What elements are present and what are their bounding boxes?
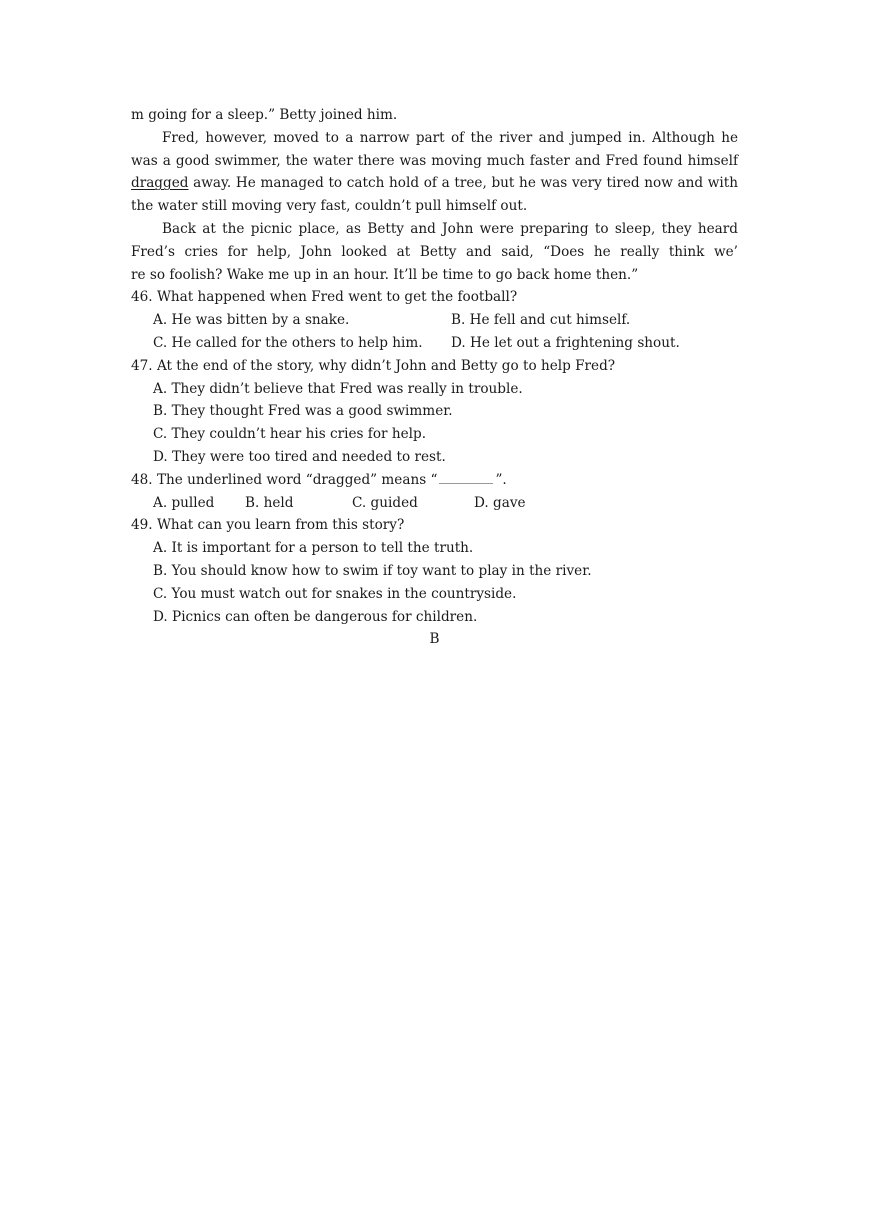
underlined-word: dragged: [131, 175, 189, 192]
option-a: A. pulled: [153, 494, 215, 511]
option-a: A. They didn’t believe that Fred was really in trouble.: [153, 380, 523, 397]
passage-line: was a good swimmer, the water there was moving much faster and Fred found himself: [131, 152, 738, 169]
question-text: ”.: [495, 471, 507, 488]
option-b: B. You should know how to swim if toy want to play in the river.: [153, 562, 592, 579]
question-stem: [131, 469, 738, 492]
option-c: C. You must watch out for snakes in the countryside.: [153, 585, 517, 602]
option-d: D. He let out a frightening shout.: [451, 334, 680, 351]
passage-line: [131, 172, 738, 195]
option-d: D. Picnics can often be dangerous for children.: [153, 608, 478, 625]
question-stem: 47. At the end of the story, why didn’t John and Betty go to help Fred?: [131, 357, 616, 374]
option-b: B. held: [245, 494, 294, 511]
option-a: A. It is important for a person to tell the truth.: [153, 540, 474, 557]
passage-line: Fred, however, moved to a narrow part of the river and jumped in. Although he: [162, 129, 738, 146]
options-row: [131, 492, 738, 515]
option-c: C. guided: [352, 494, 418, 511]
question-stem: 46. What happened when Fred went to get the football?: [131, 289, 518, 306]
option-c: C. They couldn’t hear his cries for help.: [153, 426, 427, 443]
options-row: [131, 309, 738, 332]
answer-blank: [439, 471, 493, 484]
passage-text: away. He managed to catch hold of a tree, but he was very tired now and with: [188, 175, 738, 192]
options-row: [131, 332, 738, 355]
document-page: [131, 104, 738, 651]
option-b: B. He fell and cut himself.: [451, 312, 631, 329]
option-c: C. He called for the others to help him.: [153, 334, 423, 351]
option-d: D. They were too tired and needed to rest.: [153, 448, 446, 465]
option-b: B. They thought Fred was a good swimmer.: [153, 403, 453, 420]
option-d: D. gave: [474, 494, 526, 511]
passage-line: Fred’s cries for help, John looked at Betty and said, “Does he really think we’: [131, 243, 738, 260]
passage-line: the water still moving very fast, couldn’t pull himself out.: [131, 198, 528, 215]
passage-line: Back at the picnic place, as Betty and John were preparing to sleep, they heard: [162, 220, 738, 237]
option-a: A. He was bitten by a snake.: [153, 312, 350, 329]
question-stem: 49. What can you learn from this story?: [131, 517, 405, 534]
section-label: B: [429, 631, 440, 648]
passage-line: m going for a sleep.” Betty joined him.: [131, 107, 398, 123]
passage-line: re so foolish? Wake me up in an hour. It’ll be time to go back home then.”: [131, 266, 639, 283]
question-text: 48. The underlined word “dragged” means “: [131, 471, 438, 488]
